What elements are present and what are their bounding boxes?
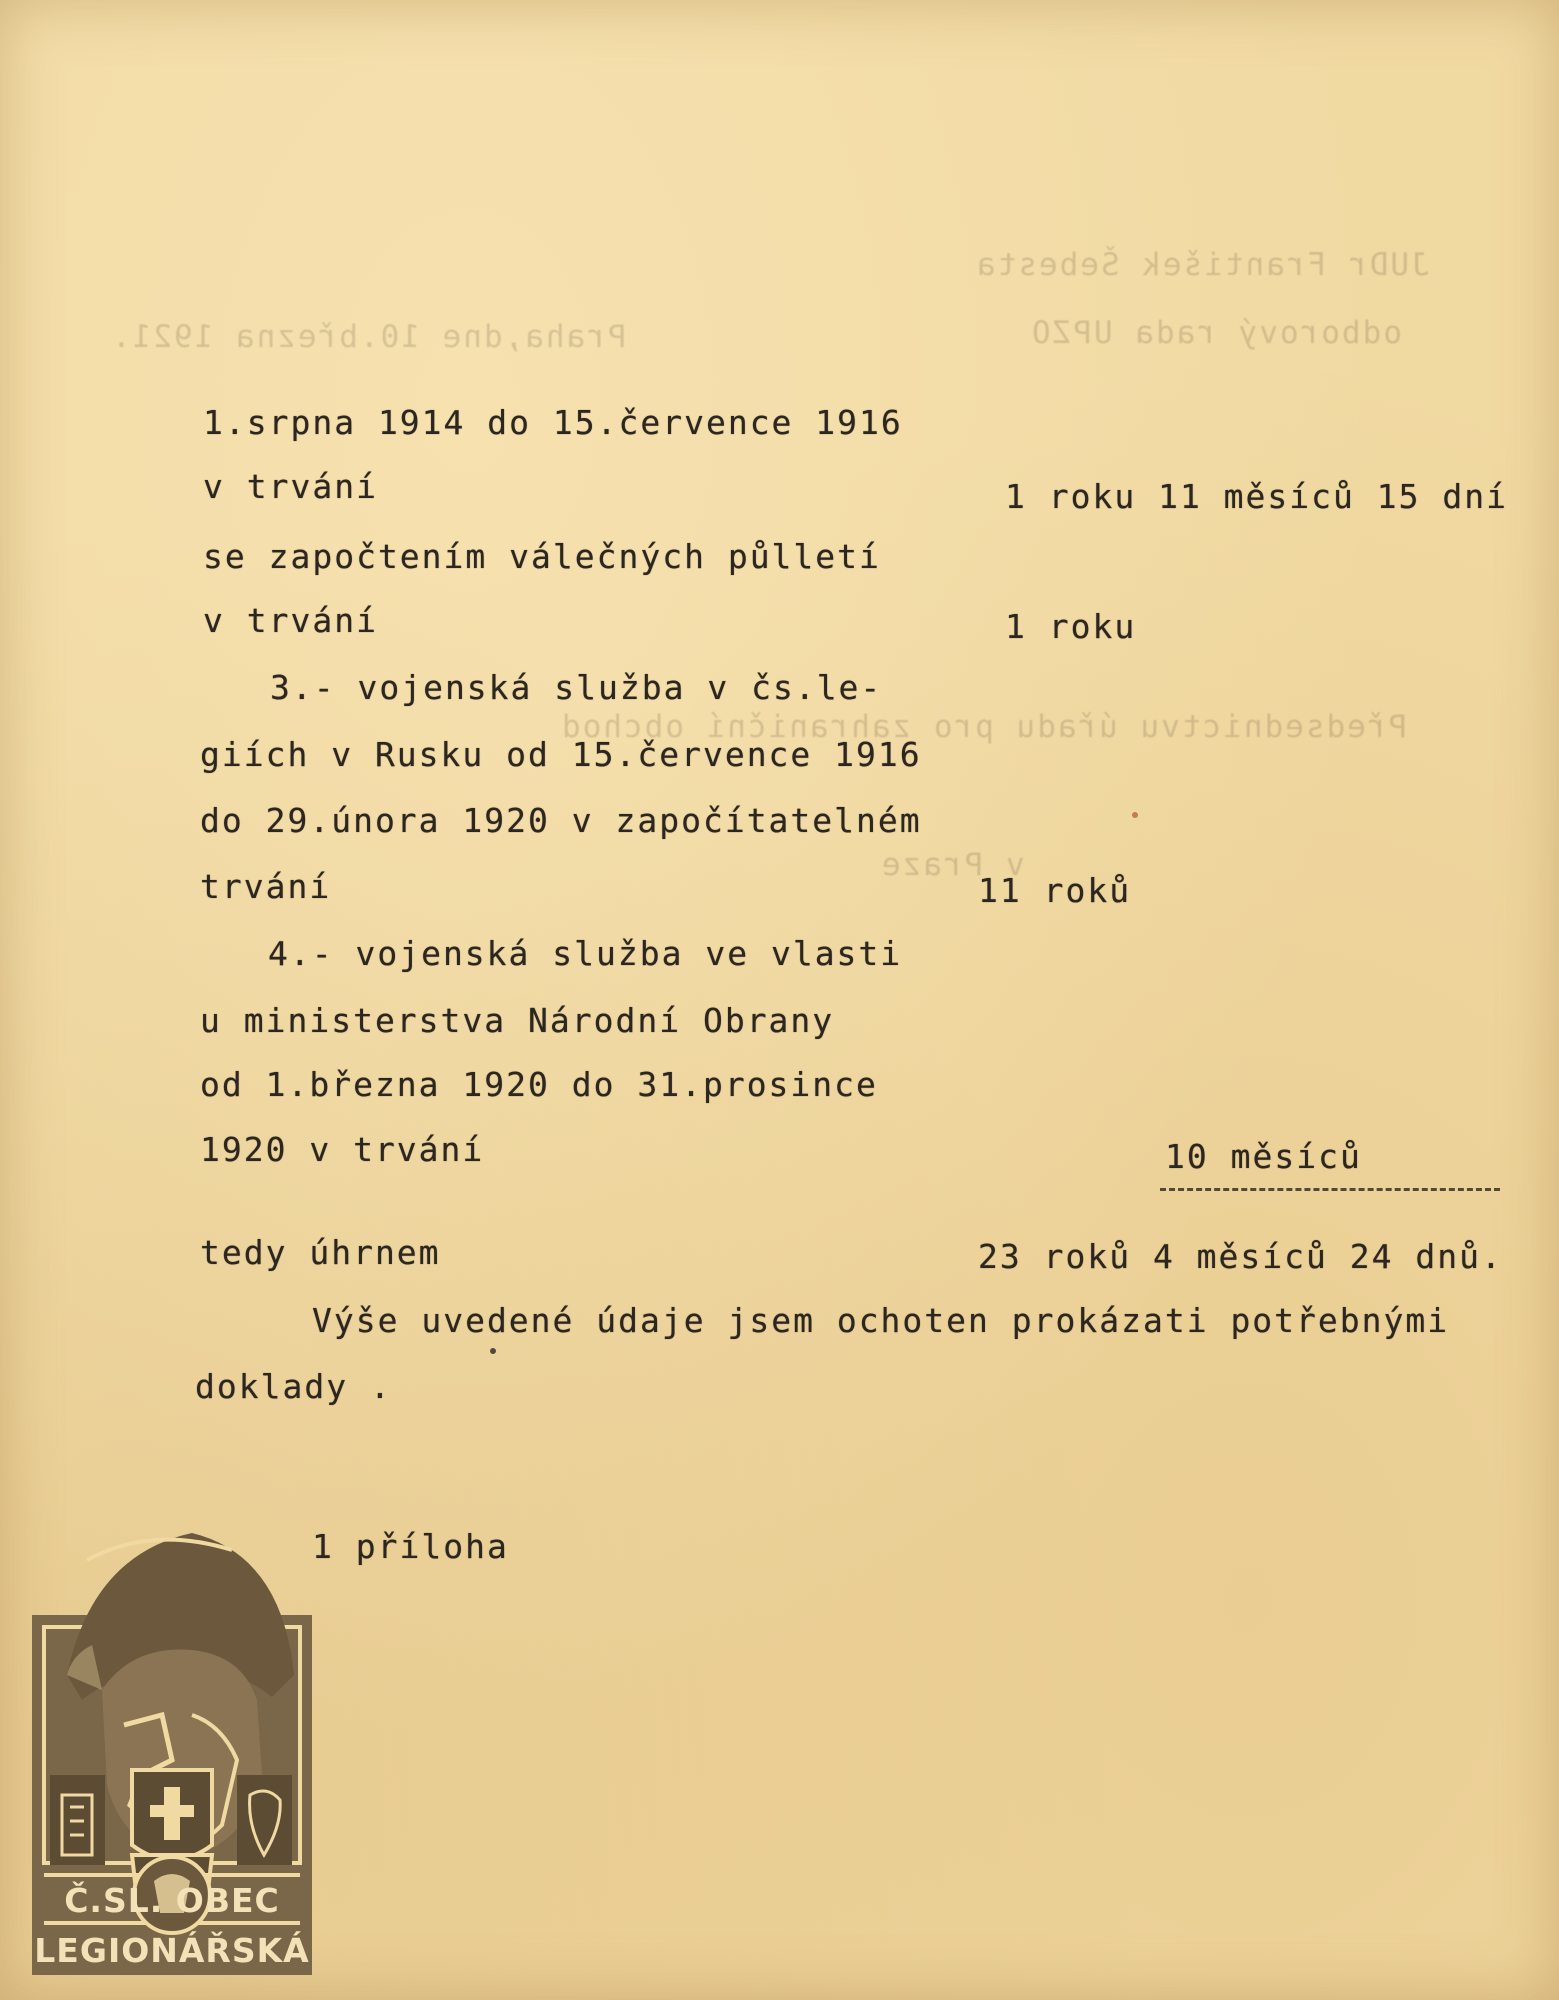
- text-line: 1.srpna 1914 do 15.července 1916: [203, 403, 903, 442]
- bleed-through-line: Předsednictvu úřadu pro zahraniční obchod: [560, 709, 1408, 745]
- text-line: u ministerstva Národní Obrany: [200, 1001, 835, 1040]
- text-line: v trvání: [203, 601, 378, 640]
- duration-total: 23 roků 4 měsíců 24 dnů.: [978, 1237, 1503, 1276]
- bleed-through-line: JUDr František Šebesta: [975, 247, 1430, 283]
- text-line: do 29.února 1920 v započítatelném: [200, 801, 922, 840]
- ink-speck: [490, 1348, 496, 1354]
- duration-value: 1 roku 11 měsíců 15 dní: [1005, 477, 1508, 516]
- text-line: tedy úhrnem: [200, 1233, 441, 1272]
- legion-logo: [32, 1525, 312, 1975]
- attachment-note: 1 příloha: [312, 1527, 509, 1566]
- sum-divider: [1160, 1188, 1500, 1191]
- duration-value: 1 roku: [1005, 607, 1137, 646]
- text-line: od 1.března 1920 do 31.prosince: [200, 1065, 878, 1104]
- ink-speck: [1132, 812, 1138, 818]
- text-line: 1920 v trvání: [200, 1130, 485, 1169]
- logo-text-line2: LEGIONÁŘSKÁ: [34, 1931, 310, 1970]
- text-line: 3.- vojenská služba v čs.le-: [270, 668, 883, 707]
- text-line: se započtením válečných půlletí: [203, 537, 881, 576]
- bleed-through-line: Praha,dne 10.března 1921.: [110, 319, 627, 355]
- text-line: giích v Rusku od 15.července 1916: [200, 735, 922, 774]
- text-line: v trvání: [203, 467, 378, 506]
- bleed-through-line: v Praze: [880, 847, 1025, 883]
- text-line: doklady .: [195, 1367, 392, 1406]
- duration-value: 10 měsíců: [1165, 1137, 1362, 1176]
- text-line: trvání: [200, 867, 332, 906]
- text-line: 4.- vojenská služba ve vlasti: [268, 934, 903, 973]
- text-line: Výše uvedené údaje jsem ochoten prokázati potřebnými: [312, 1301, 1450, 1340]
- logo-text-line1: Č.SL. OBEC: [64, 1881, 280, 1920]
- duration-value: 11 roků: [978, 871, 1132, 910]
- bleed-through-line: odborový rada UPZO: [1030, 315, 1402, 351]
